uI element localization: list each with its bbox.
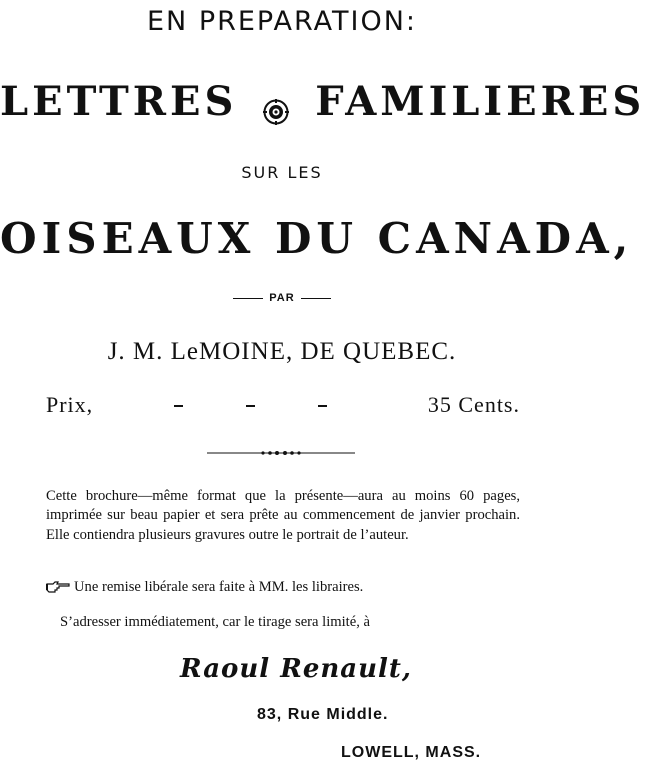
publisher-street: 83, Rue Middle. <box>257 706 389 723</box>
title-line-1 <box>0 78 645 125</box>
rosette-ornament-icon <box>263 88 289 114</box>
rule-right <box>301 298 331 299</box>
publisher-name: Raoul Renault, <box>180 654 412 684</box>
rule-left <box>233 298 263 299</box>
subtitle: SUR LES <box>241 163 323 182</box>
price-value: 35 Cents. <box>427 392 520 417</box>
discount-text: Une remise libérale sera faite à MM. les libraires. <box>74 579 364 595</box>
address-note: S’adresser immédiatement, car le tirage sera limité, à <box>60 614 370 630</box>
discount-note <box>46 579 526 596</box>
by-line <box>0 292 564 304</box>
author-line: J. M. LeMOINE, DE QUEBEC. <box>107 338 457 365</box>
heading: EN PREPARATION: <box>146 6 417 37</box>
leader-dash <box>318 405 327 407</box>
price-label: Prix, <box>46 392 94 417</box>
leader-dash <box>174 405 183 407</box>
leader-dash <box>246 405 255 407</box>
title-word-familieres: FAMILIERES <box>315 78 645 125</box>
pointing-hand-icon <box>46 581 70 594</box>
title-line-2: OISEAUX DU CANADA, <box>0 214 634 263</box>
ornamental-divider <box>207 444 355 452</box>
description-paragraph: Cette brochure—même format que la présente—aura au moins 60 pages, imprimée sur beau papier et sera prête au commencement de janvier prochain. Elle contiendra plusieurs gravures outre le portrait de l’auteur. <box>46 488 520 543</box>
title-word-lettres: LETTRES <box>0 78 238 125</box>
price-row <box>46 392 520 418</box>
by-label: PAR <box>269 292 295 304</box>
publisher-city: LOWELL, MASS. <box>341 744 482 761</box>
